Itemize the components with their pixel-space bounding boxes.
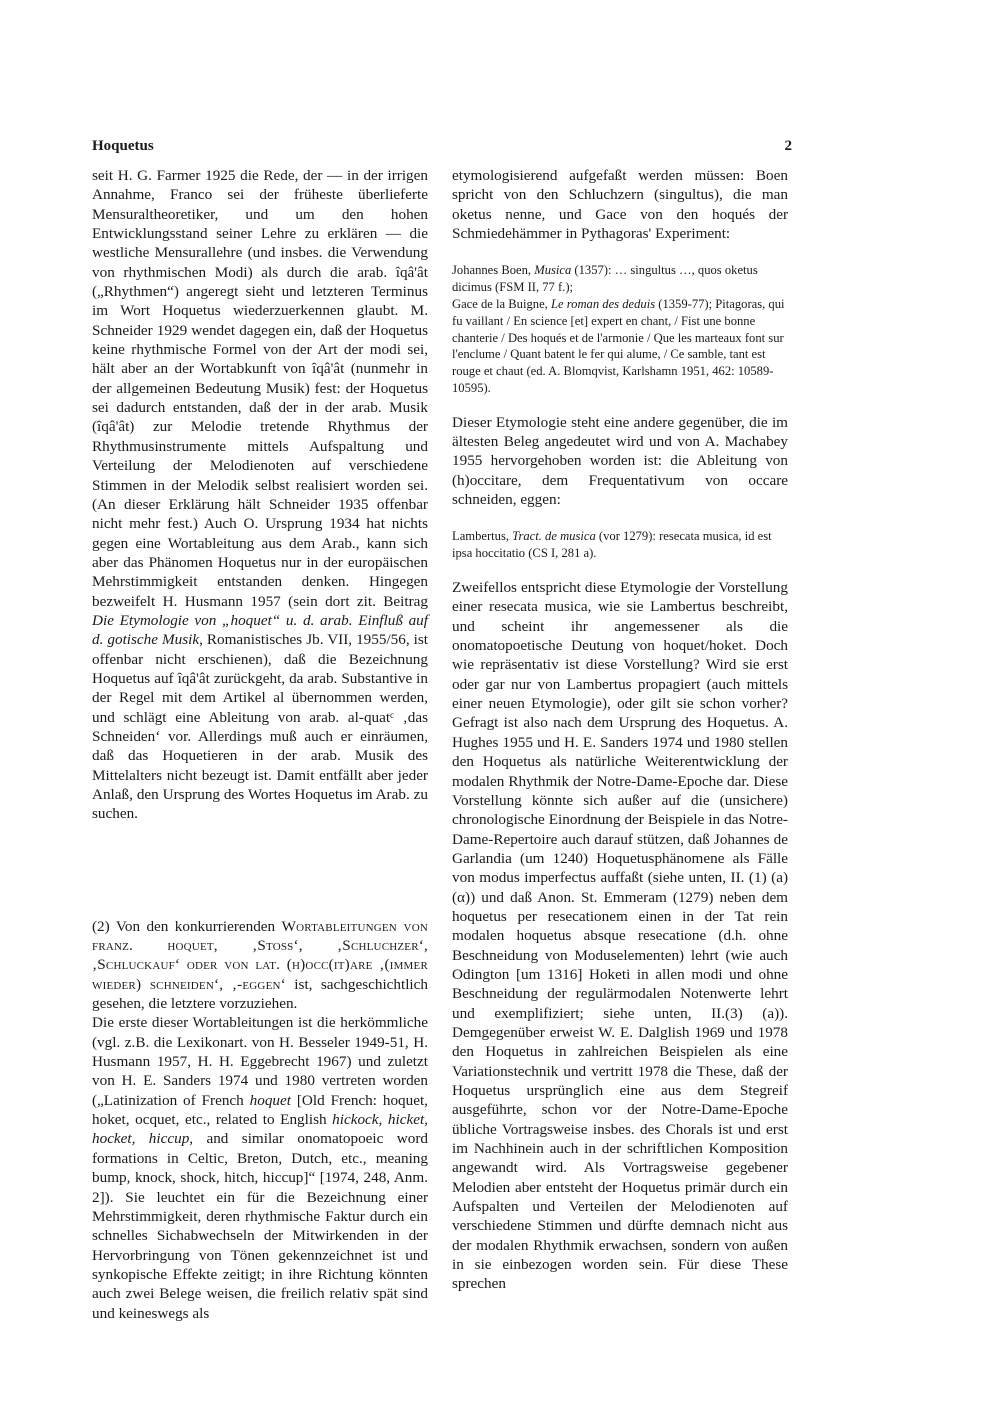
italic-title: Musica <box>534 263 572 278</box>
text-run: (vor 1279): resecata musica, id est ipsa hoccitatio (CS I, 281 a). <box>452 529 772 561</box>
text-run: seit H. G. Farmer 1925 die Rede, der — in der irrigen Annahme, Franco sei der früheste überlieferte Mensuraltheoretiker, und um den hohen Entwicklungsstand seiner Lehre zu erklären — die westliche Mensurallehre (und insbes. die Verwendung von rhythmischen Modi) als durch die arab. îqâ'ât („Rhythmen“) angeregt sieht und letzteren Terminus im Wort Hoquetus wiederzuerkennen glaubt. M. Schneider 1929 wendet dagegen ein, daß der Hoquetus keine rhythmische Formel von der Art der modi sei, hält aber an der Wortabkunft von îqâ'ât (nunmehr in der allgemeinen Bedeutung Musik) fest: der Hoquetus sei dadurch entstanden, daß der in der arab. Musik (îqâ'ât) zur Melodie tretende Rhythmus der Rhythmusinstrumente mittels Aufspaltung und Verteilung der Melodienoten auf verschiedene Stimmen in der Melodik selbst realisiert worden sei. (An dieser Erklärung hält Schneider 1935 offenbar nicht mehr fest.) Auch O. Ursprung 1934 hat nichts gegen eine Wortableitung aus dem Arab., kann sich aber das Phänomen Hoquetus nur in der europäischen Mehrstimmigkeit entstanden denken. Hingegen bezweifelt H. Husmann 1957 (sein dort zit. Beitrag <box>92 167 428 610</box>
text-run: , and similar onomatopoeic word formations in Celtic, Breton, Dutch, etc., meaning bump, knock, shock, hitch, hiccup]“ [1974, 248, Anm. 2]). Sie leuchtet ein für die Bezeichnung einer Mehrstimmigkeit, deren rhythmische Faktur durch ein schnelles Sichabwechseln der Mitwirkenden in der Hervorbringung von Tönen gekennzeichnet ist und synkopische Effekte zeitigt; in ihre Richtung könnten auch zwei Belege weisen, die freilich relativ spät sind und keineswegs als <box>92 1130 428 1322</box>
body-paragraph-etymology-arabic <box>92 166 428 824</box>
body-paragraph-etymologizing: etymologisierend aufgefaßt werden müssen: Boen spricht von den Schluchzern (singultus), die man oketus nenne, und Gace von den hoqués der Schmiedehämmer in Pythagoras' Experiment: <box>452 167 788 243</box>
text-run: Die erste dieser Wortableitungen ist die herkömmliche (vgl. z.B. die Lexikonart. von H. Besseler 1949-51, H. Husmann 1957, H. H. Eggebrecht 1967) und zuletzt von H. E. Sanders 1974 und 1980 vertreten worden („Latinization of French <box>92 1014 428 1109</box>
italic-title: Tract. de musica <box>512 529 596 544</box>
text-run: , Romanistisches Jb. VII, 1955/56, ist offenbar nicht erschienen), daß die Bezeichnung Hoquetus auf îqâ'ât zurückgeht, da arab. Substantive in der Regel mit dem Artikel al übernommen werden, und schlägt eine Ableitung von arab. al-quatᶜ ‚das Schneiden‘ vor. Allerdings muß auch er einräumen, daß das Hoquetieren in der arab. Musik des Mittelalters nicht bezeugt ist. Damit entfällt aber jeder Anlaß, den Ursprung des Wortes Hoquetus im Arab. zu suchen. <box>92 631 428 823</box>
small-caps-heading: Wortableitungen von franz. hoquet, ‚Stoss‘, ‚Schluchzer‘, ‚Schluckauf‘ oder von lat. (h)occ(it)are ‚(immer wieder) schneiden‘, ‚-eggen‘ <box>92 917 428 993</box>
quotation-boen <box>452 262 788 296</box>
page-header <box>92 138 792 158</box>
text-run: (2) Von den konkurrierenden <box>92 917 282 935</box>
text-run: Gace de la Buigne, <box>452 296 551 311</box>
text-run: Lambertus, <box>452 529 513 544</box>
text-run: [Old French: hoquet, hoket, ocquet, etc., related to English <box>92 1091 428 1129</box>
quotation-gace <box>452 296 788 397</box>
text-run: Johannes Boen, <box>452 263 535 278</box>
quotation-lambertus <box>452 528 788 562</box>
italic-term: hickock, hicket, hocket, hiccup <box>92 1111 428 1148</box>
right-column <box>452 166 788 1294</box>
left-column <box>92 166 428 1323</box>
body-paragraph-origin-discussion: Zweifellos entspricht diese Etymologie der Vorstellung einer resecata musica, wie sie Lambertus beschreibt, und scheint ihr angemessener als die onomatopoetische Deutung von hoquet/hoket. Doch wie repräsentativ ist diese Vorstellung? Wird sie erst oder gar nur von Lambertus propagiert (auch mittels einer neuen Etymologie), oder gilt sie schon vorher? Gefragt ist also nach dem Ursprung des Hoquetus. A. Hughes 1955 und H. E. Sanders 1974 und 1980 stellen den Hoquetus als natürliche Weiterentwicklung der modalen Rhythmik der Notre-Dame-Epoche dar. Diese Vorstellung könnte sich außer auf die (unsichere) chronologische Einordnung der Beispiele in das Notre-Dame-Repertoire auch darauf stützen, daß Johannes de Garlandia (um 1240) Hoquetusphänomene als Fälle von modus imperfectus auffaßt (siehe unten, II. (1) (a) (α)) und daß Anon. St. Emmeram (1279) neben dem hoquetus per resecationem einen in der Tat rein modalen hoquetus absque resecatione (d.h. ohne Beschneidung von Moduselementen) lehrt (wie auch Odington [um 1316] Hoketi in allen modi und ohne Beschneidung der regulärmodalen Notenwerte lehrt und exemplifiziert; siehe unten, II.(3) (a)). Demgegenüber erweist W. E. Dalglish 1969 und 1978 den Hoquetus in zahlreichen Beispielen als eine Variationstechnik und vertritt 1978 die These, daß der Hoquetus ursprünglich eine aus dem Stegreif ausgeführte, schon vor der Notre-Dame-Epoche übliche Vortragsweise insbes. des Chorals ist und erst im Nachhinein auch in der schriftlichen Komposition angewandt wird. Als Vortragsweise gegebener Melodien aber entsteht der Hoquetus primär durch ein Aufspalten und Verteilen der Melodienoten auf verschiedene Stimmen und dürfte demnach nicht aus der modalen Rhythmik erwachsen, sondern von außen in sie einbezogen worden sein. Für diese These sprechen <box>452 579 788 1293</box>
text-run: (1359-77); Pitagoras, qui fu vaillant / En science [et] expert en chant, / Fist une bonne chanterie / Des hoqués et de l'armonie / Que les marteaux font sur l'enclume / Quant batent le fer qui alume, / Ce samble, tant est rouge et chaut (ed. A. Blomqvist, Karlshamn 1951, 462: 10589-10595). <box>452 296 785 395</box>
italic-term: hoquet <box>249 1091 291 1109</box>
text-run: ist, sachgeschichtlich gesehen, die letztere vorzuziehen. <box>92 975 428 1013</box>
italic-title: Le roman des deduis <box>550 296 656 311</box>
body-paragraph-first-derivation <box>92 1013 428 1323</box>
quotation-block-lambertus <box>452 528 788 562</box>
text-run: (1357): … singultus …, quos oketus dicimus (FSM II, 77 f.); <box>452 263 758 295</box>
body-paragraph-second-etymology: Dieser Etymologie steht eine andere gegenüber, die im ältesten Beleg angedeutet wird und von A. Machabey 1955 hervorgehoben worden ist: die Ableitung von (h)occitare, dem Frequentativum von occare schneiden, eggen: <box>452 413 788 509</box>
running-title: Hoquetus <box>92 138 154 154</box>
italic-title: Die Etymologie von „hoquet“ u. d. arab. Einfluß auf d. gotische Musik <box>92 611 428 649</box>
section-heading-paragraph <box>92 917 428 1014</box>
quotation-block-boen-gace <box>452 262 788 396</box>
page-number: 2 <box>784 138 792 154</box>
